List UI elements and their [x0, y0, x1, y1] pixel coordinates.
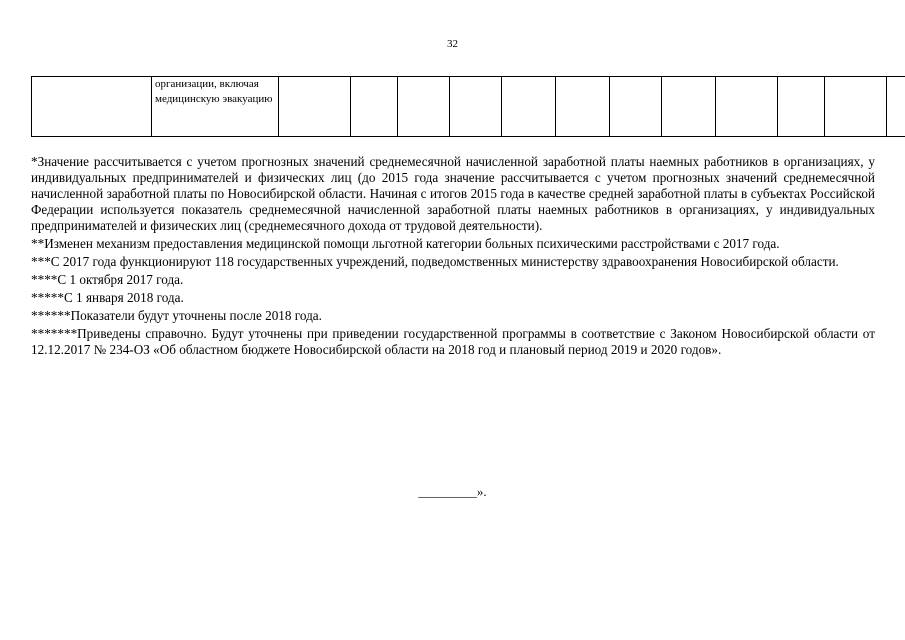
- table-cell: [778, 77, 825, 137]
- table-cell: [825, 77, 887, 137]
- table-cell: [351, 77, 398, 137]
- data-table: [31, 76, 905, 137]
- table-cell: [716, 77, 778, 137]
- table-cell: [556, 77, 610, 137]
- table-cell: [398, 77, 450, 137]
- table-cell: [450, 77, 502, 137]
- table-cell-row-label: организации, включая медицинскую эвакуацию: [152, 77, 279, 137]
- table-row: [32, 77, 905, 137]
- footnote: ***С 2017 года функционируют 118 государственных учреждений, подведомственных министерству здравоохранения Новосибирской области.: [31, 254, 839, 269]
- footnote: ****С 1 октября 2017 года.: [31, 272, 184, 287]
- footnote: ******Показатели будут уточнены после 2018 года.: [31, 308, 322, 323]
- table-cell: [32, 77, 152, 137]
- table-cell: [610, 77, 662, 137]
- table-cell: [502, 77, 556, 137]
- table-cell: [279, 77, 351, 137]
- table-cell: [662, 77, 716, 137]
- table-cell: [887, 77, 905, 137]
- closing-line: _________».: [418, 484, 487, 499]
- footnote: **Изменен механизм предоставления медицинской помощи льготной категории больных психическими расстройствами с 2017 года.: [31, 236, 780, 251]
- page-number: 32: [447, 38, 458, 50]
- footnote: *******Приведены справочно. Будут уточнены при приведении государственной программы в соответствие с Законом Новосибирской области от 12.12.2017 № 234-ОЗ «Об областном бюджете Новосибирской области на 2018 год и плановый период 2019 и 2020 годов».: [31, 326, 875, 357]
- footnote: *Значение рассчитывается с учетом прогнозных значений среднемесячной начисленной заработной платы наемных работников в организациях, у индивидуальных предпринимателей и физических лиц (до 2015 года значение рассчитывается с учетом прогнозных значений среднемесячной начисленной заработной платы по Новосибирской области. Начиная с итогов 2015 года в качестве средней заработной платы в субъектах Российской Федерации используется показатель среднемесячной начисленной заработной платы наемных работников в организациях, у индивидуальных предпринимателей и физических лиц (среднемесячного дохода от трудовой деятельности).: [31, 154, 875, 233]
- footnotes: [31, 154, 875, 360]
- footnote: *****С 1 января 2018 года.: [31, 290, 184, 305]
